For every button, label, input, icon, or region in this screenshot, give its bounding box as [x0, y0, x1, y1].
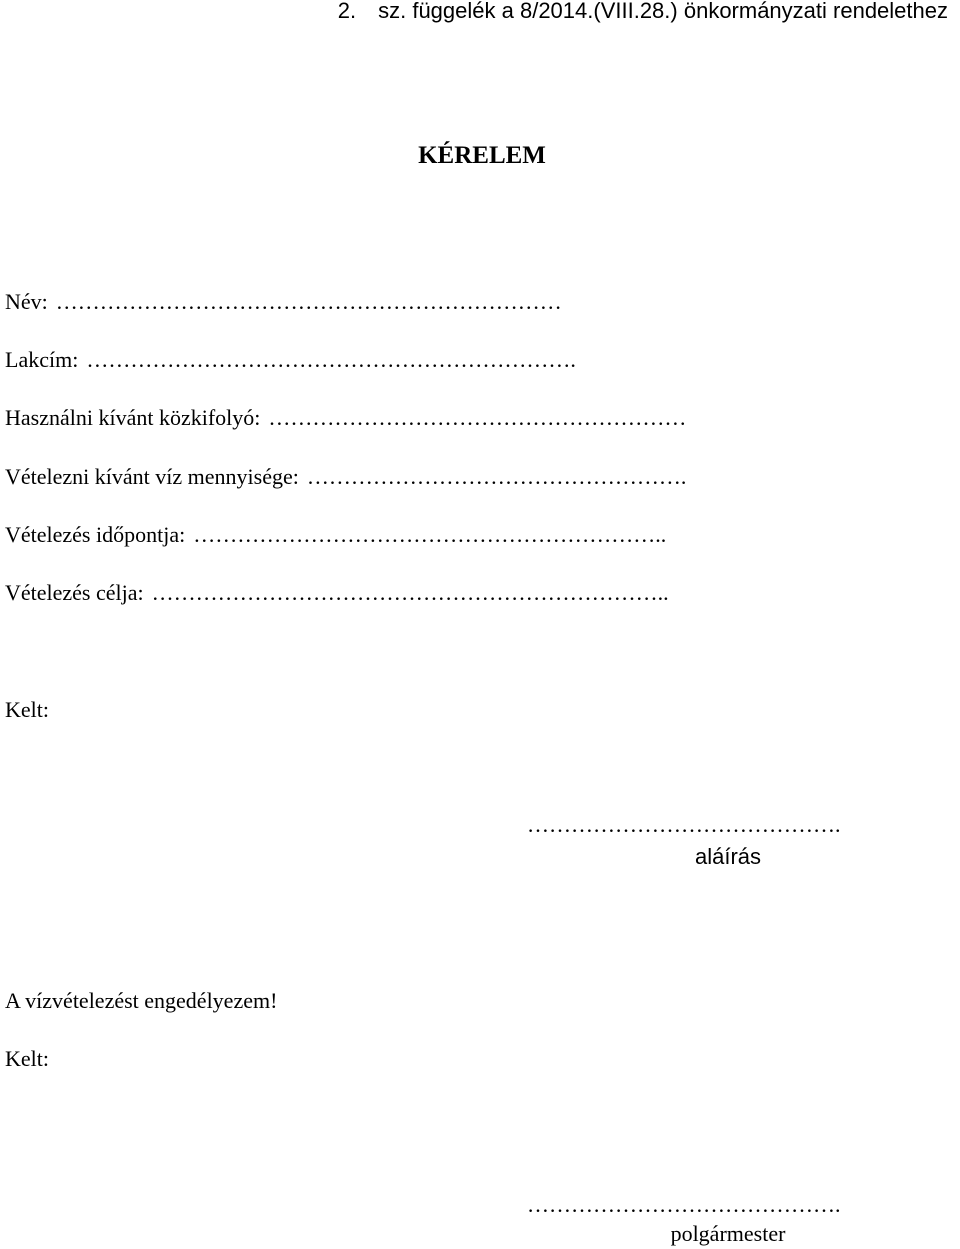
field-tap-blank[interactable]: ………………………………………………… — [268, 405, 687, 430]
field-name[interactable] — [5, 287, 945, 317]
field-address-blank[interactable]: …………………………………………………………. — [86, 347, 576, 372]
field-date-label: Vételezés időpontja: — [5, 522, 186, 547]
field-name-label: Név: — [5, 289, 48, 314]
field-name-blank[interactable]: …………………………………………………………… — [55, 289, 562, 314]
document-title: KÉRELEM — [418, 142, 546, 169]
applicant-signature-line[interactable]: ……………………………………. — [527, 812, 841, 837]
field-quantity-label: Vételezni kívánt víz mennyisége: — [5, 464, 299, 489]
approval-statement: A vízvételezést engedélyezem! — [5, 988, 278, 1013]
field-quantity-blank[interactable]: ……………………………………………. — [306, 464, 687, 489]
field-quantity[interactable] — [5, 462, 945, 492]
field-date[interactable] — [5, 520, 945, 550]
field-purpose[interactable] — [5, 578, 945, 608]
applicant-kelt-label: Kelt: — [5, 697, 49, 722]
field-tap[interactable] — [5, 403, 945, 433]
field-purpose-label: Vételezés célja: — [5, 580, 144, 605]
appendix-number: 2. — [337, 0, 357, 23]
field-tap-label: Használni kívánt közkifolyó: — [5, 405, 261, 430]
approval-signature-label: polgármester — [670, 1221, 786, 1246]
field-address-label: Lakcím: — [5, 347, 79, 372]
appendix-reference: sz. függelék a 8/2014.(VIII.28.) önkormányzati rendelethez — [378, 0, 948, 23]
field-purpose-blank[interactable]: …………………………………………………………….. — [151, 580, 669, 605]
approval-kelt-label: Kelt: — [5, 1046, 49, 1071]
applicant-signature-label: aláírás — [694, 844, 762, 869]
document-header — [338, 0, 948, 26]
field-address[interactable] — [5, 345, 945, 375]
approval-signature-line[interactable]: ……………………………………. — [527, 1192, 841, 1217]
field-date-blank[interactable]: ……………………………………………………….. — [193, 522, 667, 547]
